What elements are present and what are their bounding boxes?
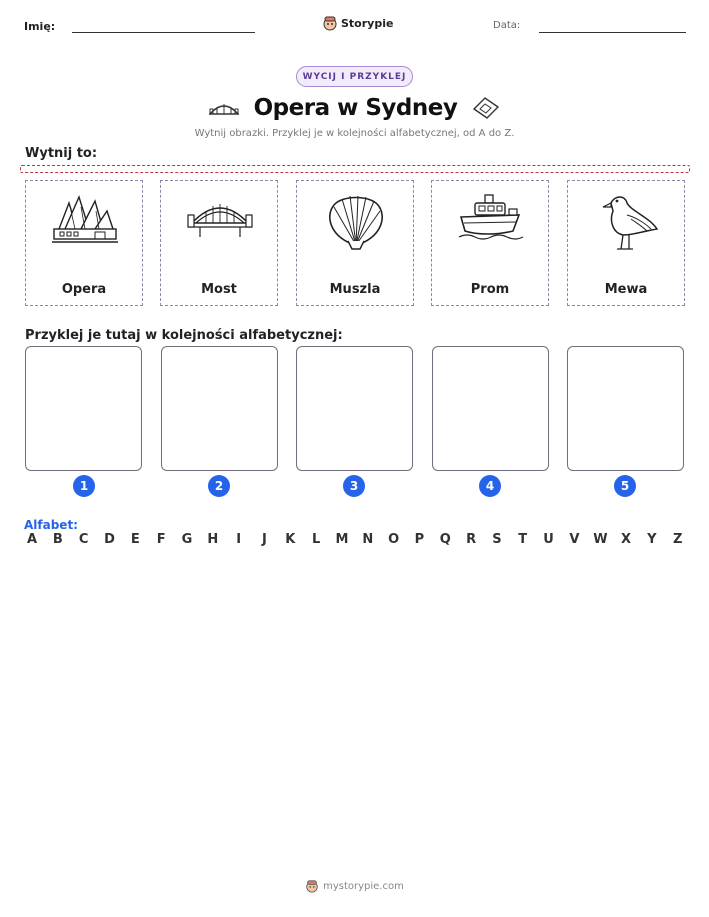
alphabet-letter: I (236, 532, 242, 547)
number-badge: 1 (73, 475, 95, 497)
number-badge: 5 (614, 475, 636, 497)
alphabet-letter: C (78, 532, 89, 547)
alphabet-letter: B (52, 532, 63, 547)
cut-card-label: Muszla (329, 282, 381, 297)
number-badge: 4 (479, 475, 501, 497)
cut-section-label: Wytnij to: (25, 146, 98, 161)
cut-card-mewa[interactable] (567, 180, 685, 306)
paste-box-3[interactable] (296, 346, 413, 471)
brand-name: Storypie (341, 16, 394, 30)
paste-box-1[interactable] (25, 346, 142, 471)
storypie-mascot-icon (322, 15, 338, 31)
opera-house-icon (51, 189, 119, 249)
ferry-icon (457, 189, 525, 249)
alphabet-letter: Z (672, 532, 683, 547)
alphabet-letter: S (492, 532, 502, 547)
alphabet-letter: N (362, 532, 374, 547)
alphabet-letter: K (285, 532, 296, 547)
alphabet-letter: M (335, 532, 349, 547)
storypie-mascot-icon (305, 879, 319, 893)
cut-card-label: Most (201, 282, 237, 297)
bridge-doodle-icon (208, 98, 240, 118)
alphabet-letter: U (543, 532, 554, 547)
cut-line (20, 165, 690, 173)
alphabet-letter: J (262, 532, 267, 547)
name-write-line[interactable] (72, 32, 255, 33)
instructions: Wytnij obrazki. Przyklej je w kolejności alfabetycznej, od A do Z. (194, 128, 515, 139)
seagull-icon (593, 189, 661, 255)
alphabet-letter: F (156, 532, 166, 547)
footer (0, 879, 709, 893)
date-write-line[interactable] (539, 32, 686, 33)
alphabet-label: Alfabet: (24, 518, 78, 532)
map-doodle-icon (471, 95, 501, 121)
paste-box-5[interactable] (567, 346, 684, 471)
paste-box-4[interactable] (432, 346, 549, 471)
alphabet-letter: T (518, 532, 528, 547)
paste-box-2[interactable] (161, 346, 278, 471)
alphabet-letter: Y (647, 532, 657, 547)
alphabet-letter: L (311, 532, 321, 547)
seashell-icon (322, 189, 390, 253)
number-badge: 3 (343, 475, 365, 497)
cut-card-label: Mewa (604, 282, 648, 297)
alphabet-letter: P (414, 532, 425, 547)
cut-card-most[interactable] (160, 180, 278, 306)
alphabet-letter: X (621, 532, 632, 547)
date-label: Data: (493, 20, 521, 31)
brand-logo (322, 13, 393, 33)
cut-card-muszla[interactable] (296, 180, 414, 306)
alphabet-letter: V (569, 532, 580, 547)
paste-section-label: Przyklej je tutaj w kolejności alfabetycznej: (25, 328, 343, 343)
cut-card-opera[interactable] (25, 180, 143, 306)
alphabet-letter: Q (439, 532, 451, 547)
alphabet-letter: H (207, 532, 219, 547)
alphabet-letter: O (388, 532, 400, 547)
alphabet-letter: G (181, 532, 193, 547)
alphabet-letter: A (26, 532, 38, 547)
activity-badge: WYCIJ I PRZYKLEJ (296, 66, 413, 87)
name-label: Imię: (24, 20, 56, 33)
alphabet-letter: D (104, 532, 115, 547)
alphabet-letter: W (593, 532, 608, 547)
cut-card-prom[interactable] (431, 180, 549, 306)
footer-url[interactable]: mystorypie.com (323, 880, 404, 892)
cut-card-label: Prom (470, 282, 510, 297)
page-title: Opera w Sydney (253, 95, 458, 121)
cut-card-label: Opera (61, 282, 107, 297)
alphabet-letter: R (466, 532, 477, 547)
alphabet-letter: E (130, 532, 140, 547)
alphabet-row (25, 532, 685, 547)
bridge-icon (186, 189, 254, 249)
number-badge: 2 (208, 475, 230, 497)
title-row (0, 91, 709, 125)
